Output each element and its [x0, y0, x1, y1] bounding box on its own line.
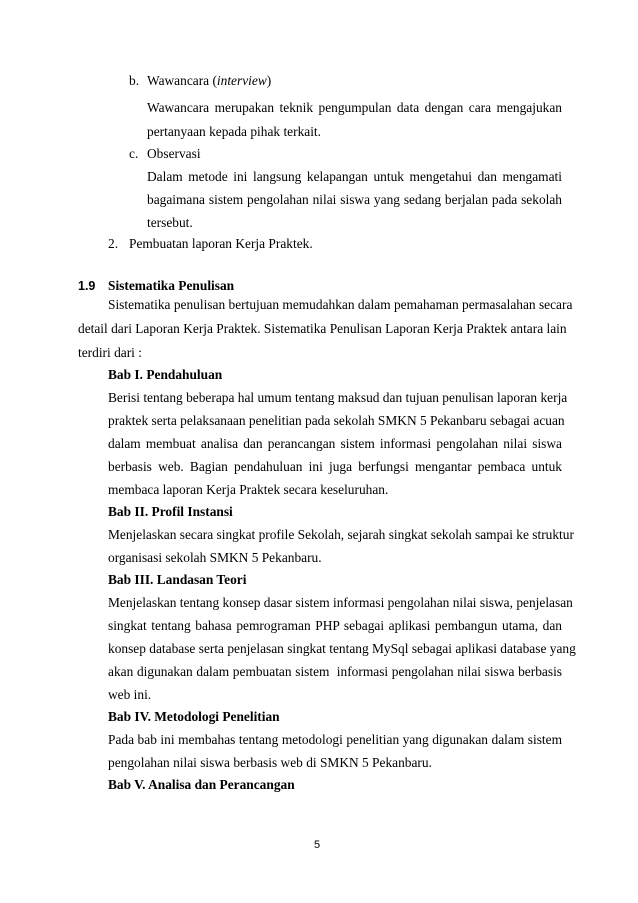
bab-1-title: Bab I. Pendahuluan — [108, 367, 223, 382]
list-marker-b: b. — [129, 73, 140, 88]
list-item-c-line-1: Dalam metode ini langsung kelapangan untuk mengetahui dan mengamati — [147, 169, 562, 184]
section-intro-line-3: terdiri dari : — [78, 345, 142, 360]
section-intro-line-2: detail dari Laporan Kerja Praktek. Sistematika Penulisan Laporan Kerja Praktek antara lain — [78, 321, 567, 336]
list-item-2-text: Pembuatan laporan Kerja Praktek. — [129, 236, 313, 251]
bab-2-title: Bab II. Profil Instansi — [108, 504, 233, 519]
bab-3-title: Bab III. Landasan Teori — [108, 572, 247, 587]
list-marker-c: c. — [129, 146, 139, 161]
section-intro-line-1: Sistematika penulisan bertujuan memudahkan dalam pemahaman permasalahan secara — [108, 297, 573, 312]
bab-5-title: Bab V. Analisa dan Perancangan — [108, 777, 295, 792]
bab-3-line-1: Menjelaskan tentang konsep dasar sistem informasi pengolahan nilai siswa, penjelasan — [108, 595, 573, 610]
list-item-b-title: Wawancara (interview) — [147, 73, 272, 88]
bab-4-title: Bab IV. Metodologi Penelitian — [108, 709, 280, 724]
bab-3-line-5: web ini. — [108, 687, 152, 702]
bab-2-line-2: organisasi sekolah SMKN 5 Pekanbaru. — [108, 550, 322, 565]
list-item-b-line-2: pertanyaan kepada pihak terkait. — [147, 124, 321, 139]
bab-1-line-5: membaca laporan Kerja Praktek secara keseluruhan. — [108, 482, 389, 497]
bab-3-line-4: akan digunakan dalam pembuatan sistem informasi pengolahan nilai siswa berbasis — [108, 664, 562, 679]
bab-2-line-1: Menjelaskan secara singkat profile Sekolah, sejarah singkat sekolah sampai ke struktur — [108, 527, 574, 542]
bab-1-line-2: praktek serta pelaksanaan penelitian pada sekolah SMKN 5 Pekanbaru sebagai acuan — [108, 413, 565, 428]
bab-4-line-1: Pada bab ini membahas tentang metodologi penelitian yang digunakan dalam sistem — [108, 732, 562, 747]
bab-3-line-3: konsep database serta penjelasan singkat tentang MySql sebagai aplikasi database yang — [108, 641, 576, 656]
section-title: Sistematika Penulisan — [108, 278, 235, 293]
bab-1-line-4: berbasis web. Bagian pendahuluan ini juga berfungsi mengantar pembaca untuk — [108, 459, 562, 474]
bab-4-line-2: pengolahan nilai siswa berbasis web di SMKN 5 Pekanbaru. — [108, 755, 432, 770]
list-item-c-line-2: bagaimana sistem pengolahan nilai siswa yang sedang berjalan pada sekolah — [147, 192, 562, 207]
list-marker-2: 2. — [108, 236, 119, 251]
list-item-c-title: Observasi — [147, 146, 201, 161]
list-item-b-line-1: Wawancara merupakan teknik pengumpulan data dengan cara mengajukan — [147, 100, 562, 115]
page-number: 5 — [314, 839, 321, 851]
list-item-c-line-3: tersebut. — [147, 215, 193, 230]
section-number: 1.9 — [78, 279, 96, 293]
bab-1-line-1: Berisi tentang beberapa hal umum tentang maksud dan tujuan penulisan laporan kerja — [108, 390, 568, 405]
bab-3-line-2: singkat tentang bahasa pemrograman PHP sebagai aplikasi pembangun utama, dan — [108, 618, 562, 633]
bab-1-line-3: dalam membuat analisa dan perancangan sistem informasi pengolahan nilai siswa — [108, 436, 562, 451]
